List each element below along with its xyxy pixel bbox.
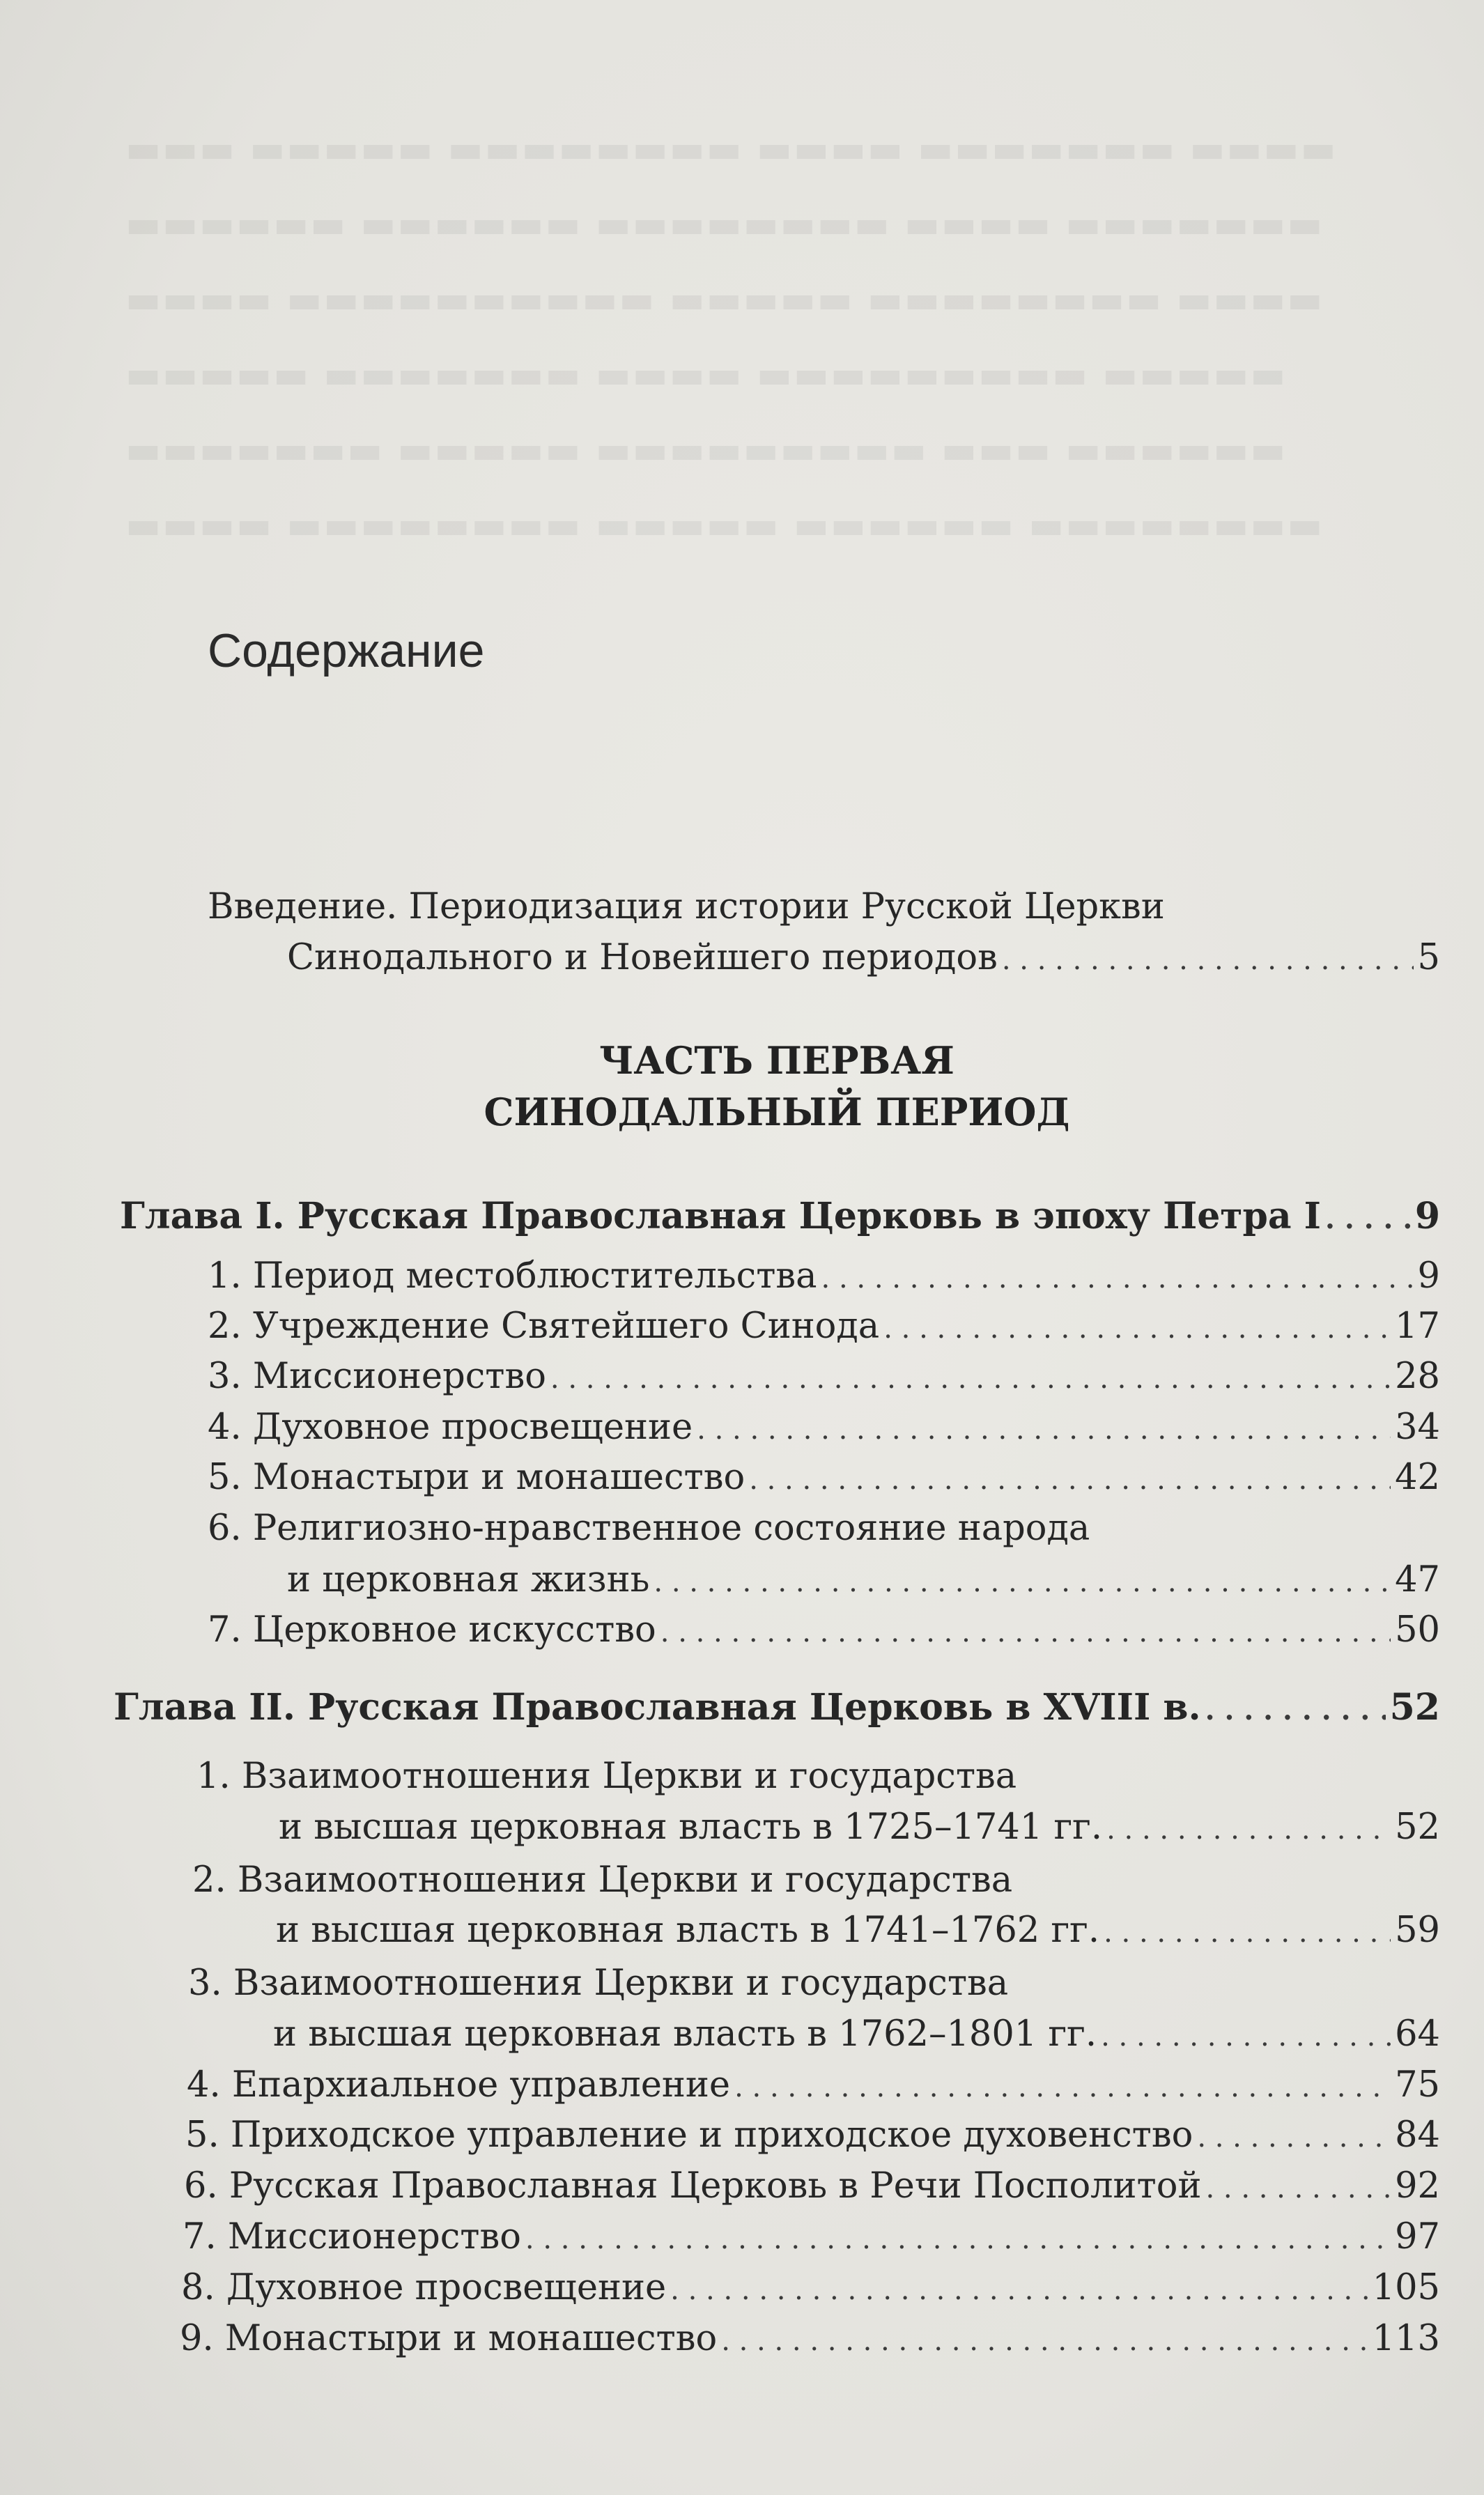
leader-dots <box>821 1262 1414 1295</box>
page-number: 17 <box>1395 1306 1440 1347</box>
toc-entry[interactable] <box>287 1559 1440 1600</box>
leader-dots <box>721 2325 1368 2357</box>
intro-title-line1[interactable]: Введение. Периодизация истории Русской Церкви <box>208 886 1165 927</box>
toc-entry-label: 4. Духовное просвещение <box>208 1407 693 1448</box>
toc-entry-label[interactable]: 6. Религиозно-нравственное состояние народа <box>208 1508 1090 1549</box>
page-number: 47 <box>1395 1559 1440 1600</box>
toc-entry-label: 5. Приходское управление и приходское духовенство <box>185 2115 1193 2156</box>
toc-entry[interactable] <box>208 1609 1440 1651</box>
chapter-1-entry[interactable] <box>120 1195 1440 1237</box>
toc-entry-label-cont: и высшая церковная власть в 1741–1762 гг. <box>276 1910 1100 1951</box>
toc-entry-label-cont: и высшая церковная власть в 1725–1741 гг. <box>279 1807 1103 1848</box>
leader-dots <box>550 1363 1391 1395</box>
toc-entry-label-cont: и церковная жизнь <box>287 1559 650 1600</box>
leader-dots <box>697 1414 1391 1446</box>
toc-entry-label: 2. Учреждение Святейшего Синода <box>208 1306 880 1347</box>
leader-dots <box>670 2274 1368 2306</box>
intro-entry[interactable] <box>287 937 1440 978</box>
leader-dots <box>1101 2021 1391 2053</box>
part-heading-line2: СИНОДАЛЬНЫЙ ПЕРИОД <box>484 1090 1070 1134</box>
page-number: 34 <box>1395 1407 1440 1448</box>
page-number: 52 <box>1395 1807 1440 1848</box>
toc-entry-label: 7. Церковное искусство <box>208 1609 656 1651</box>
toc-entry[interactable] <box>208 1356 1440 1397</box>
page-number: 75 <box>1395 2064 1440 2106</box>
toc-entry[interactable] <box>276 1910 1440 1951</box>
leader-dots <box>654 1566 1391 1598</box>
chapter-2-entry[interactable] <box>114 1686 1440 1729</box>
chapter-1-title: Глава I. Русская Православная Церковь в эпоху Петра I <box>120 1195 1321 1237</box>
leader-dots <box>1106 1814 1391 1846</box>
toc-entry[interactable] <box>208 1457 1440 1498</box>
page-number: 59 <box>1395 1910 1440 1951</box>
toc-entry[interactable] <box>183 2216 1440 2257</box>
toc-entry-label: 3. Миссионерство <box>208 1356 546 1397</box>
toc-entry[interactable] <box>185 2115 1440 2156</box>
toc-entry-label: 1. Период местоблюстительства <box>208 1256 817 1297</box>
page-number: 9 <box>1414 1195 1440 1237</box>
page-number: 84 <box>1395 2115 1440 2156</box>
leader-dots <box>1104 1917 1391 1949</box>
toc-entry-label-cont: и высшая церковная власть в 1762–1801 гг. <box>273 2014 1097 2055</box>
toc-entry[interactable] <box>208 1256 1440 1297</box>
toc-entry[interactable] <box>208 1306 1440 1347</box>
page-number: 64 <box>1395 2014 1440 2055</box>
leader-dots <box>1197 2122 1391 2154</box>
leader-dots <box>1205 2172 1391 2204</box>
page-number: 52 <box>1389 1686 1440 1729</box>
leader-dots <box>734 2071 1391 2103</box>
leader-dots <box>883 1313 1391 1345</box>
page-number: 5 <box>1417 937 1440 978</box>
toc-entry-label: 4. Епархиальное управление <box>187 2064 731 2106</box>
toc-entry-label: 8. Духовное просвещение <box>181 2267 667 2308</box>
toc-entry-label: 9. Монастыри и монашество <box>180 2318 718 2359</box>
intro-title-line2: Синодального и Новейшего периодов <box>287 937 998 978</box>
toc-entry-label: 7. Миссионерство <box>183 2216 521 2257</box>
leader-dots <box>1205 1694 1386 1727</box>
toc-entry-label: 6. Русская Православная Церковь в Речи Посполитой <box>184 2165 1202 2207</box>
page-number: 42 <box>1395 1457 1440 1498</box>
page-number: 113 <box>1372 2318 1440 2359</box>
leader-dots <box>1002 944 1414 976</box>
toc-entry-label: 5. Монастыри и монашество <box>208 1457 745 1498</box>
toc-entry[interactable] <box>181 2267 1440 2308</box>
toc-entry-label[interactable]: 1. Взаимоотношения Церкви и государства <box>196 1756 1017 1797</box>
toc-entry-label[interactable]: 2. Взаимоотношения Церкви и государства <box>192 1860 1013 1901</box>
page-number: 105 <box>1372 2267 1440 2308</box>
toc-entry[interactable] <box>180 2318 1440 2359</box>
page-number: 9 <box>1417 1256 1440 1297</box>
toc-entry[interactable] <box>184 2165 1440 2207</box>
page-number: 97 <box>1395 2216 1440 2257</box>
leader-dots <box>660 1616 1391 1648</box>
toc-entry[interactable] <box>273 2014 1440 2055</box>
leader-dots <box>525 2223 1391 2255</box>
toc-entry[interactable] <box>187 2064 1440 2106</box>
leader-dots <box>1325 1203 1411 1235</box>
page-title: Содержание <box>208 624 485 677</box>
page-number: 28 <box>1395 1356 1440 1397</box>
toc-entry-label[interactable]: 3. Взаимоотношения Церкви и государства <box>188 1963 1009 2004</box>
toc-entry[interactable] <box>208 1407 1440 1448</box>
part-heading-line1: ЧАСТЬ ПЕРВАЯ <box>599 1038 954 1083</box>
bleed-through-text: ▬▬▬ ▬▬▬▬▬ ▬▬▬▬▬▬▬▬ ▬▬▬▬ ▬▬▬▬▬▬▬ ▬▬▬▬ ▬▬▬▬▬▬ ▬▬▬▬▬▬ ▬▬▬▬▬▬▬▬ ▬▬▬▬ ▬▬▬▬▬▬▬ ▬▬▬▬ ▬▬▬▬▬▬▬▬▬▬ ▬▬▬▬▬ ▬▬▬▬▬▬▬▬ ▬▬▬▬ ▬▬▬▬▬ ▬▬▬▬▬▬▬ ▬▬▬▬ ▬▬▬▬▬▬▬▬▬ ▬▬▬▬▬ ▬▬▬▬▬▬▬ ▬▬▬▬▬ ▬▬▬▬▬▬▬▬▬ ▬▬▬ ▬▬▬▬▬▬ ▬▬▬▬ ▬▬▬▬▬▬▬▬ ▬▬▬▬▬ ▬▬▬▬▬▬ ▬▬▬▬▬▬▬▬ <box>125 127 1338 547</box>
chapter-2-title: Глава II. Русская Православная Церковь в XVIII в. <box>114 1686 1201 1729</box>
toc-entry[interactable] <box>279 1807 1440 1848</box>
leader-dots <box>749 1464 1391 1496</box>
page-number: 50 <box>1395 1609 1440 1651</box>
page-number: 92 <box>1395 2165 1440 2207</box>
